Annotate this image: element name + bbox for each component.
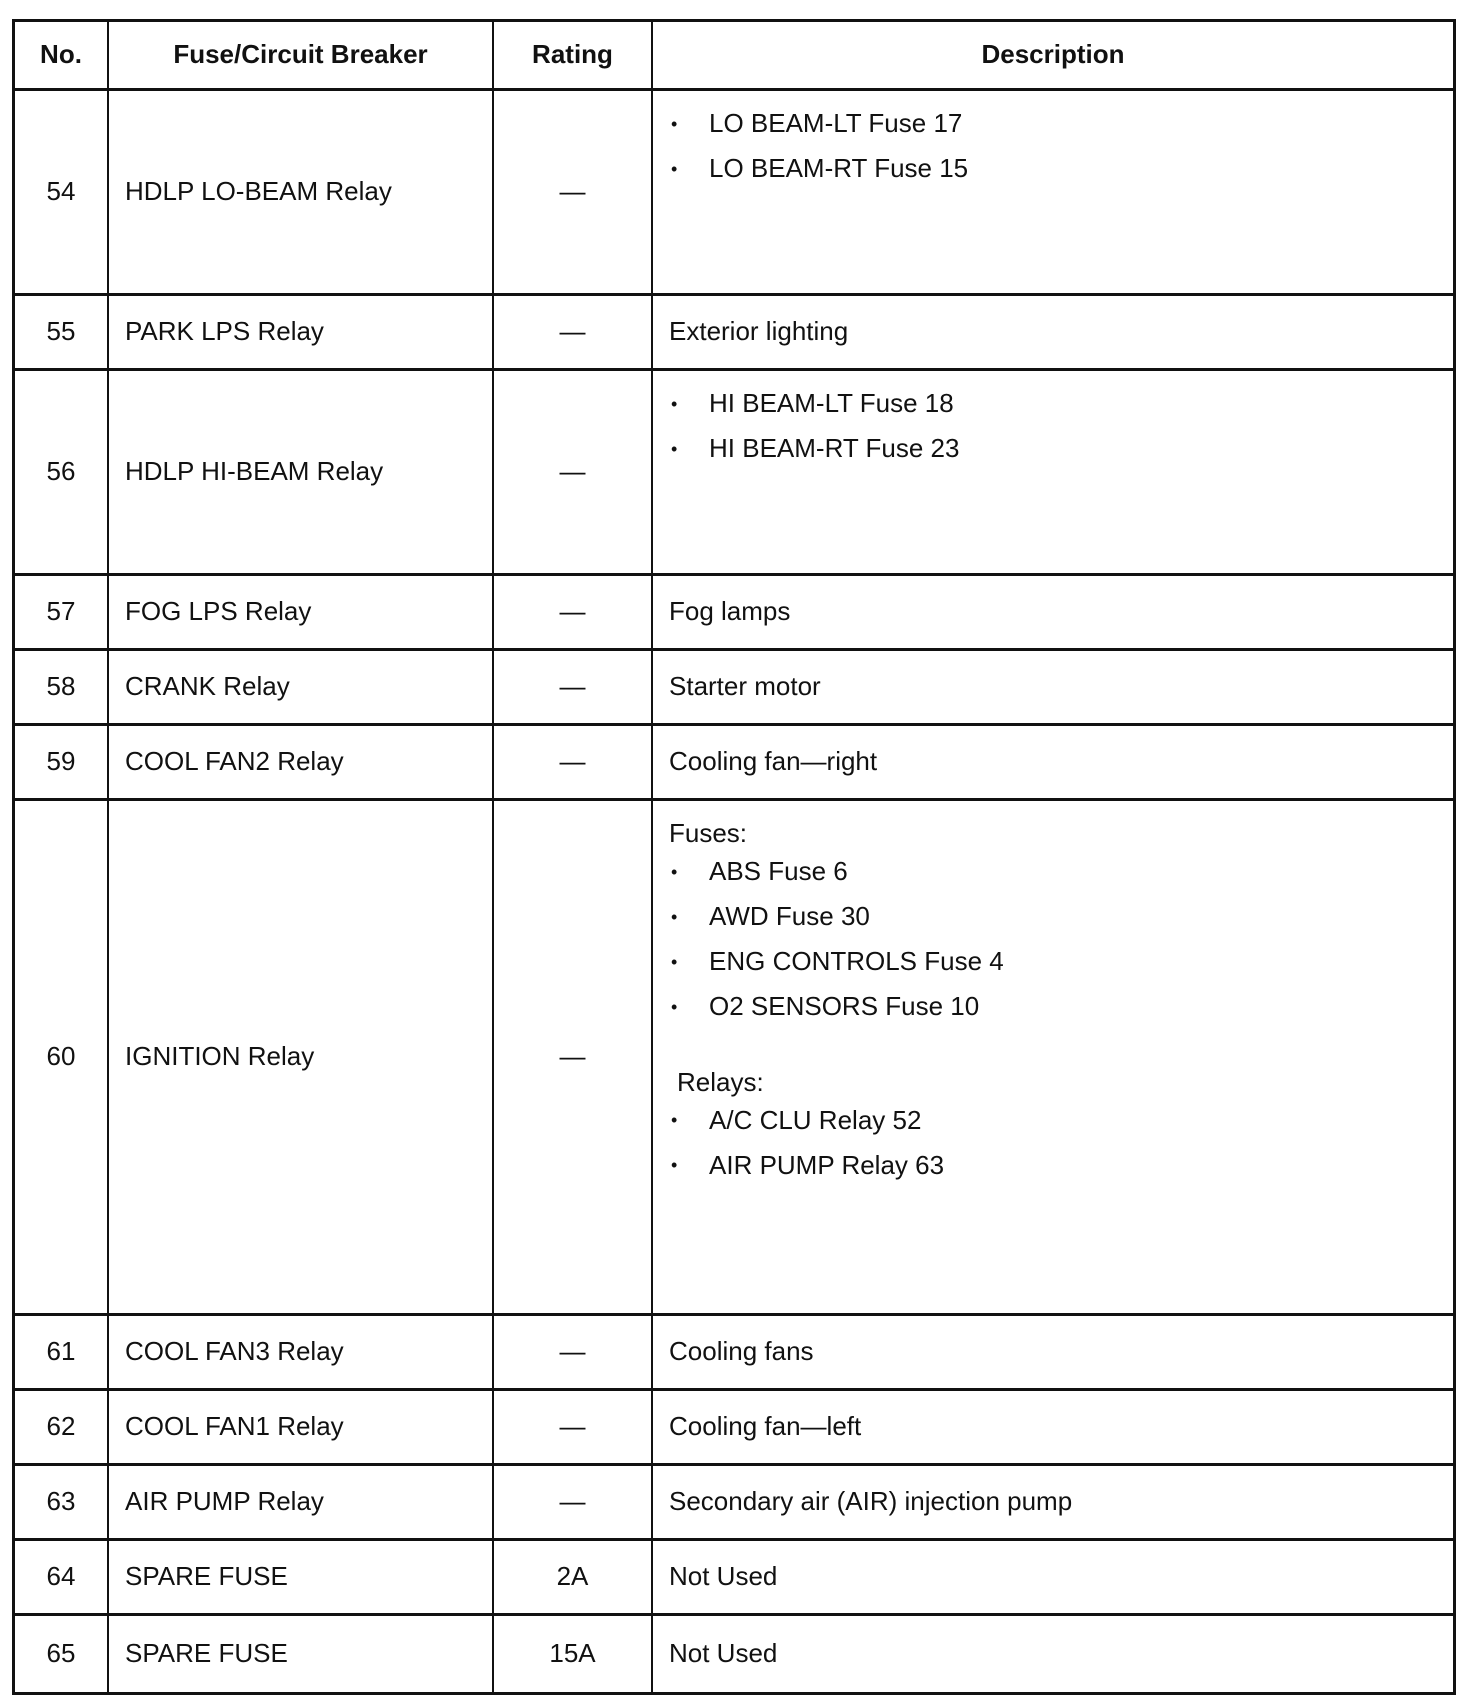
list-item xyxy=(669,992,979,1022)
row-56-description xyxy=(653,371,1453,576)
row-54-description xyxy=(653,91,1453,296)
row-60-no: 60 xyxy=(15,801,109,1316)
bullet-icon: • xyxy=(671,861,678,882)
bullet-text: AWD Fuse 30 xyxy=(709,900,870,931)
row-57-rating: — xyxy=(494,576,653,651)
row-65-rating: 15A xyxy=(494,1616,653,1692)
bullet-icon: • xyxy=(671,1155,678,1176)
bullet-icon: • xyxy=(671,158,678,179)
fuses-heading: Fuses: xyxy=(669,818,748,848)
row-63-rating: — xyxy=(494,1466,653,1541)
header-no: No. xyxy=(15,22,109,91)
fuse-relay-table xyxy=(12,19,1456,1695)
bullet-text: LO BEAM-LT Fuse 17 xyxy=(709,108,963,139)
bullet-icon: • xyxy=(671,113,678,134)
row-60-name: IGNITION Relay xyxy=(109,801,494,1316)
row-62-rating: — xyxy=(494,1391,653,1466)
row-56-no: 56 xyxy=(15,371,109,576)
list-item xyxy=(669,857,848,887)
row-63-name: AIR PUMP Relay xyxy=(109,1466,494,1541)
row-59-description: Cooling fan—right xyxy=(653,726,1453,801)
header-rating: Rating xyxy=(494,22,653,91)
bullet-icon: • xyxy=(671,438,678,459)
row-58-name: CRANK Relay xyxy=(109,651,494,726)
header-description: Description xyxy=(653,22,1453,91)
bullet-text: HI BEAM-LT Fuse 18 xyxy=(709,388,954,419)
row-61-description: Cooling fans xyxy=(653,1316,1453,1391)
row-63-no: 63 xyxy=(15,1466,109,1541)
bullet-text: AIR PUMP Relay 63 xyxy=(709,1149,945,1180)
row-62-no: 62 xyxy=(15,1391,109,1466)
bullet-icon: • xyxy=(671,906,678,927)
row-64-no: 64 xyxy=(15,1541,109,1616)
row-55-no: 55 xyxy=(15,296,109,371)
row-59-rating: — xyxy=(494,726,653,801)
row-57-no: 57 xyxy=(15,576,109,651)
list-item xyxy=(669,389,954,419)
row-56-name: HDLP HI-BEAM Relay xyxy=(109,371,494,576)
row-61-no: 61 xyxy=(15,1316,109,1391)
row-63-description: Secondary air (AIR) injection pump xyxy=(653,1466,1453,1541)
row-58-rating: — xyxy=(494,651,653,726)
bullet-icon: • xyxy=(671,996,678,1017)
row-54-no: 54 xyxy=(15,91,109,296)
row-64-rating: 2A xyxy=(494,1541,653,1616)
row-64-name: SPARE FUSE xyxy=(109,1541,494,1616)
row-61-rating: — xyxy=(494,1316,653,1391)
relays-heading: Relays: xyxy=(677,1066,764,1097)
row-58-description: Starter motor xyxy=(653,651,1453,726)
list-item xyxy=(669,109,962,139)
bullet-text: ENG CONTROLS Fuse 4 xyxy=(709,945,1004,976)
row-55-description: Exterior lighting xyxy=(653,296,1453,371)
row-54-rating: — xyxy=(494,91,653,296)
row-65-no: 65 xyxy=(15,1616,109,1692)
row-61-name: COOL FAN3 Relay xyxy=(109,1316,494,1391)
row-54-name: HDLP LO-BEAM Relay xyxy=(109,91,494,296)
row-57-description: Fog lamps xyxy=(653,576,1453,651)
row-57-name: FOG LPS Relay xyxy=(109,576,494,651)
row-65-description: Not Used xyxy=(669,1638,778,1669)
bullet-icon: • xyxy=(671,393,678,414)
bullet-text: A/C CLU Relay 52 xyxy=(709,1104,922,1135)
list-item xyxy=(669,947,1004,977)
row-58-no: 58 xyxy=(15,651,109,726)
row-62-description: Cooling fan—left xyxy=(653,1391,1453,1466)
header-fuse-circuit-breaker: Fuse/Circuit Breaker xyxy=(109,22,494,91)
bullet-icon: • xyxy=(671,1110,678,1131)
row-64-description: Not Used xyxy=(653,1541,1453,1616)
bullet-text: HI BEAM-RT Fuse 23 xyxy=(709,433,960,464)
bullet-text: ABS Fuse 6 xyxy=(709,855,848,886)
bullet-icon: • xyxy=(671,951,678,972)
list-item xyxy=(669,154,968,184)
row-59-name: COOL FAN2 Relay xyxy=(109,726,494,801)
list-item xyxy=(669,434,959,464)
row-65-name: SPARE FUSE xyxy=(109,1616,494,1692)
row-59-no: 59 xyxy=(15,726,109,801)
list-item xyxy=(669,902,870,932)
row-55-name: PARK LPS Relay xyxy=(109,296,494,371)
row-60-rating: — xyxy=(494,801,653,1316)
list-item xyxy=(669,1106,921,1136)
row-55-rating: — xyxy=(494,296,653,371)
row-56-rating: — xyxy=(494,371,653,576)
bullet-text: O2 SENSORS Fuse 10 xyxy=(709,990,980,1021)
row-62-name: COOL FAN1 Relay xyxy=(109,1391,494,1466)
bullet-text: LO BEAM-RT Fuse 15 xyxy=(709,153,969,184)
list-item xyxy=(669,1151,944,1181)
row-60-description xyxy=(653,801,1453,1316)
